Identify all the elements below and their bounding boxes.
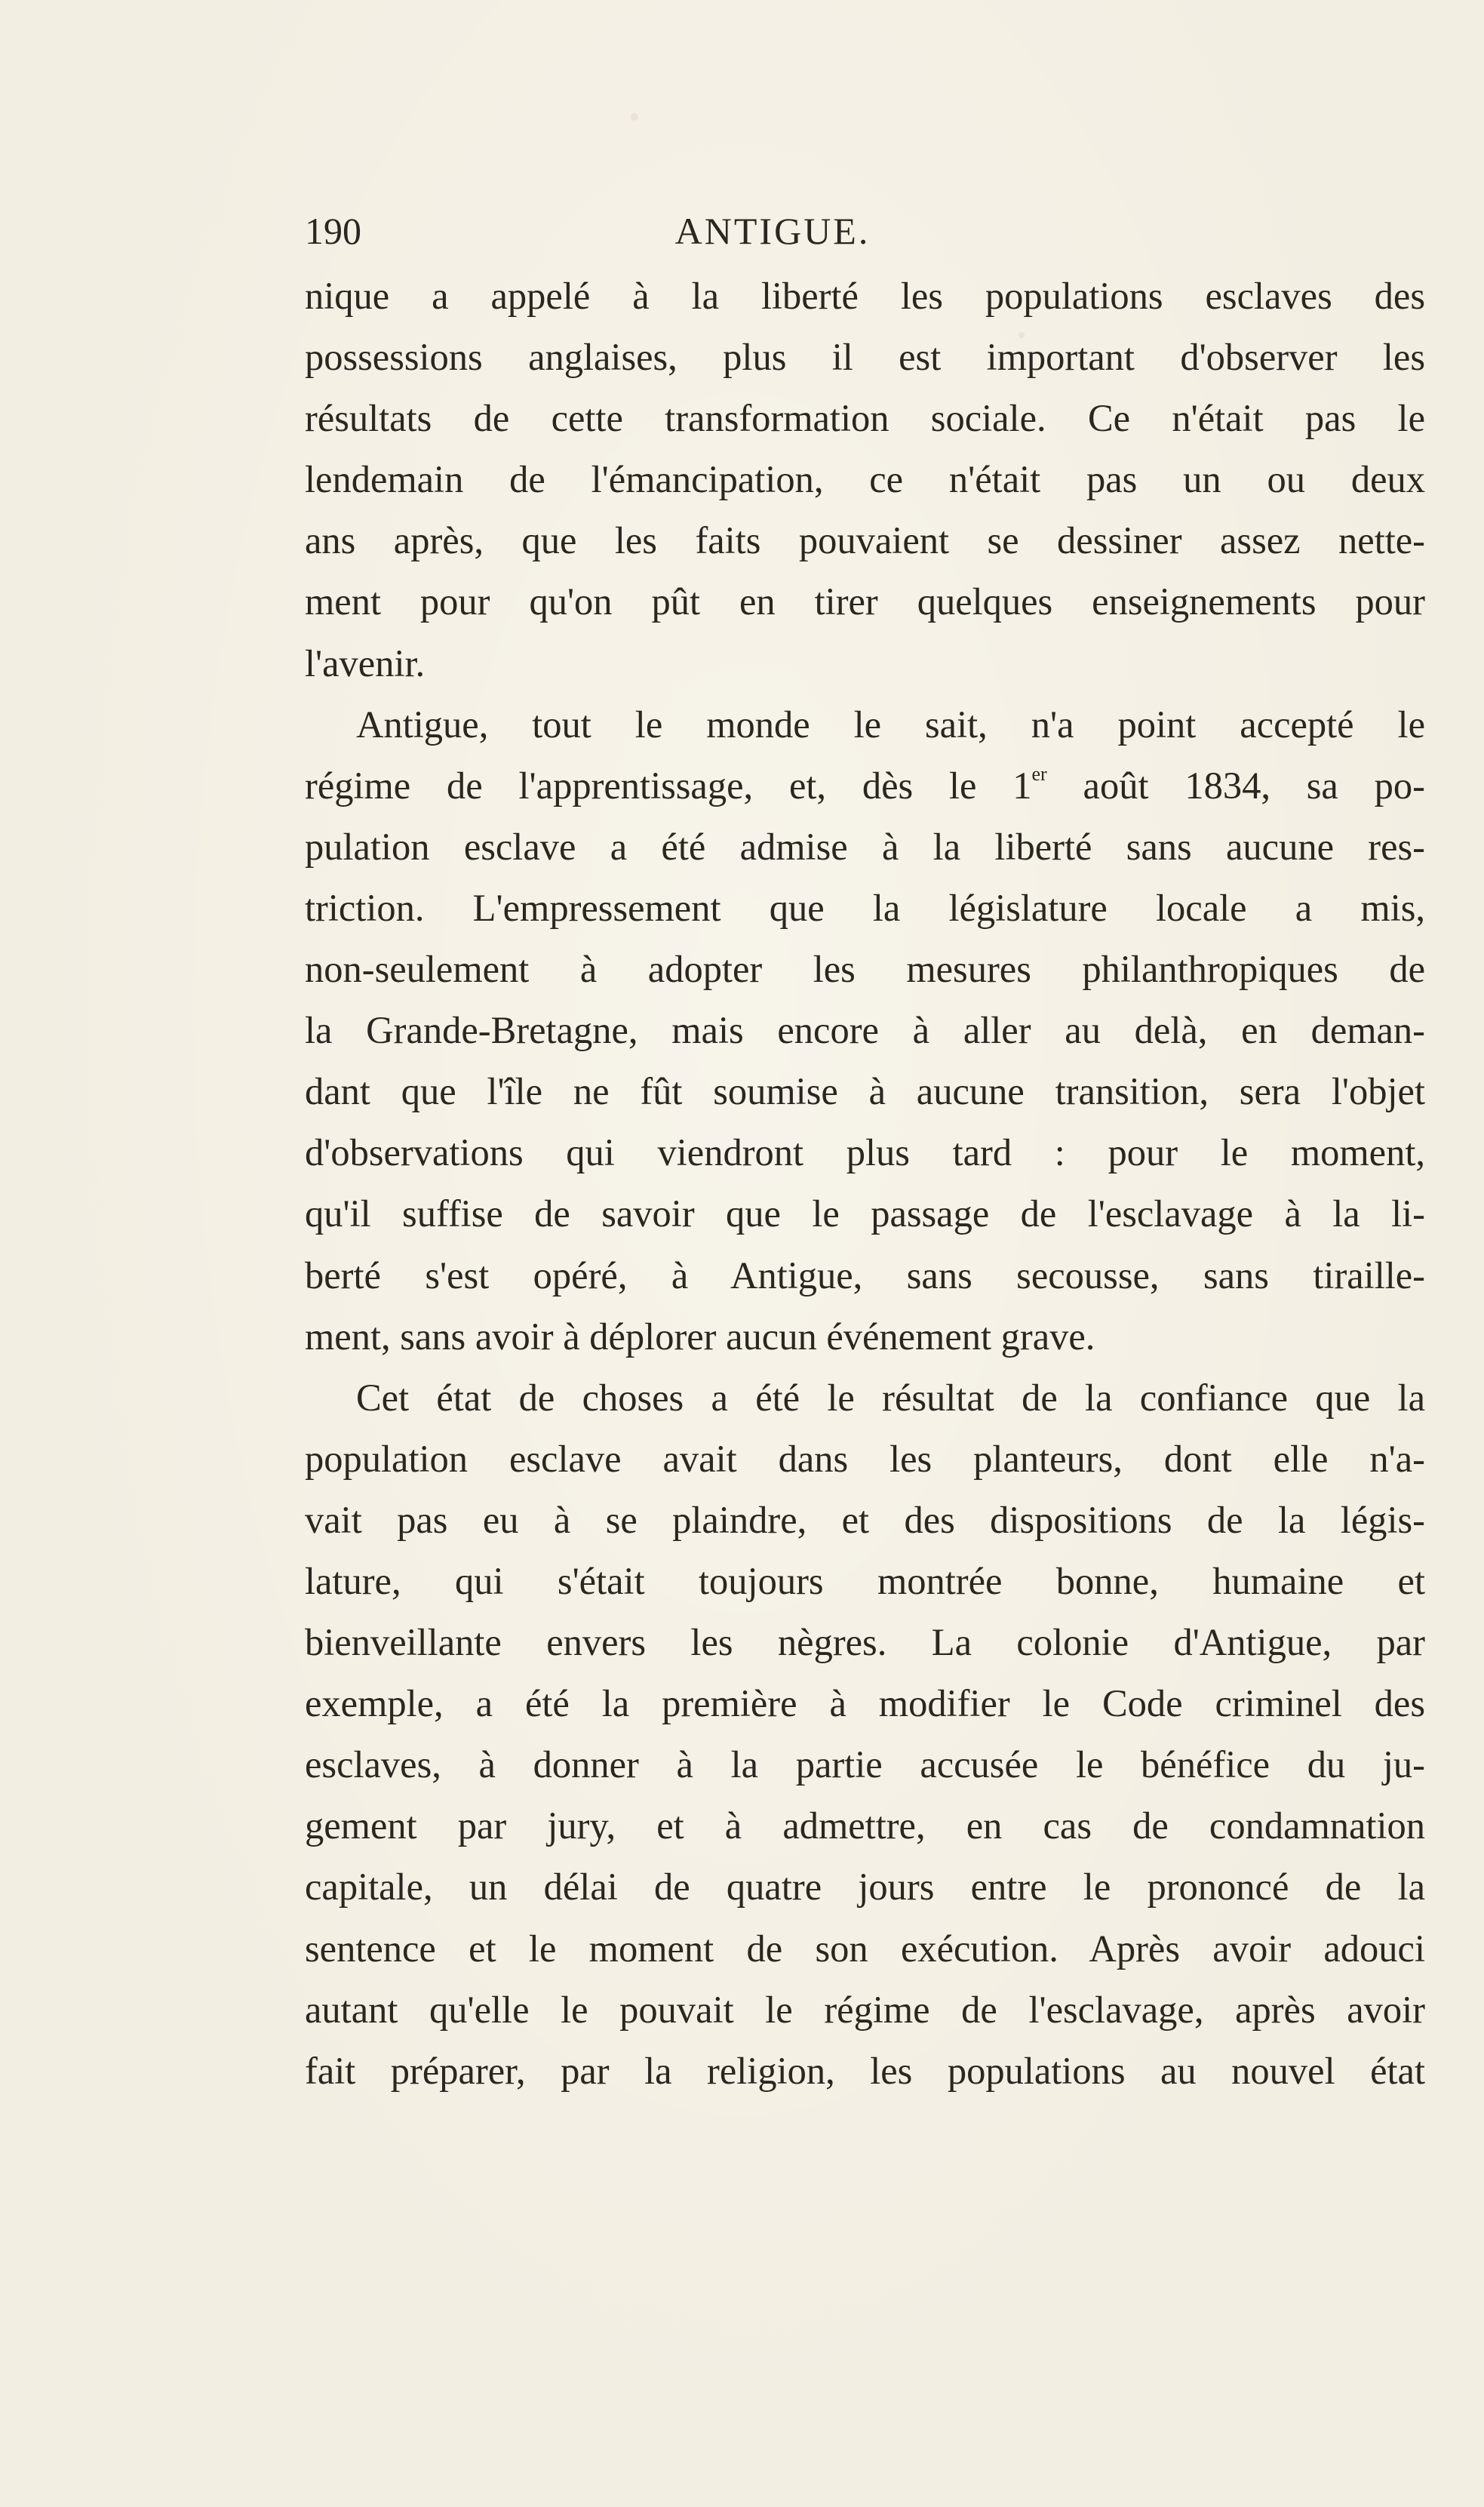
page-number: 190 [305,210,361,252]
text-line: sentence et le moment de son exécution. Après avoir adouci [305,1927,1425,1970]
text-line [305,755,1425,817]
text-line: la Grande-Bretagne, mais encore à aller au delà, en deman- [305,1009,1425,1052]
text-line: l'avenir. [305,641,426,684]
text-line: vait pas eu à se plaindre, et des dispositions de la légis- [305,1498,1425,1541]
text-line: bienveillante envers les nègres. La colonie d'Antigue, par [305,1621,1425,1664]
superscript: er [1031,762,1047,785]
text-line: esclaves, à donner à la partie accusée le bénéfice du ju- [305,1743,1425,1786]
text-line: autant qu'elle le pouvait le régime de l'esclavage, après avoir [305,1988,1425,2031]
text-line: fait préparer, par la religion, les populations au nouvel état [305,2049,1425,2092]
text-line: population esclave avait dans les planteurs, dont elle n'a- [305,1437,1425,1480]
text-line: exemple, a été la première à modifier le Code criminel des [305,1682,1425,1725]
text-line: possessions anglaises, plus il est important d'observer les [305,336,1425,379]
text-line: Antigue, tout le monde le sait, n'a point accepté le [356,703,1425,746]
text-line: dant que l'île ne fût soumise à aucune transition, sera l'objet [305,1070,1425,1113]
text-line: gement par jury, et à admettre, en cas de condamnation [305,1804,1425,1847]
running-head [305,201,1188,261]
text-line: lendemain de l'émancipation, ce n'était pas un ou deux [305,458,1425,501]
body-text [305,266,1425,2102]
text-line: triction. L'empressement que la législature locale a mis, [305,886,1425,929]
text-line: nique a appelé à la liberté les populations esclaves des [305,275,1425,317]
text-line: ment pour qu'on pût en tirer quelques enseignements pour [305,580,1425,623]
text-line: résultats de cette transformation sociale. Ce n'était pas le [305,397,1425,440]
text-line: non-seulement à adopter les mesures philanthropiques de [305,948,1425,991]
text-line: ment, sans avoir à déplorer aucun événement grave. [305,1315,1095,1358]
text-line: ans après, que les faits pouvaient se dessiner assez nette- [305,519,1425,562]
paper-spot [631,113,638,121]
text-line: d'observations qui viendront plus tard : pour le moment, [305,1131,1425,1174]
running-title: ANTIGUE. [674,210,871,252]
text-line: pulation esclave a été admise à la liberté sans aucune res- [305,825,1425,868]
text-line: Cet état de choses a été le résultat de la confiance que la [356,1376,1425,1419]
text-line: capitale, un délai de quatre jours entre le prononcé de la [305,1866,1425,1909]
text-line: lature, qui s'était toujours montrée bonne, humaine et [305,1559,1425,1602]
text-line: qu'il suffise de savoir que le passage de l'esclavage à la li- [305,1192,1425,1235]
text-line: berté s'est opéré, à Antigue, sans secousse, sans tiraille- [305,1254,1425,1297]
text-line-part: août 1834, sa po- [1046,764,1425,807]
text-line-part: régime de l'apprentissage, et, dès le 1 [305,764,1032,807]
